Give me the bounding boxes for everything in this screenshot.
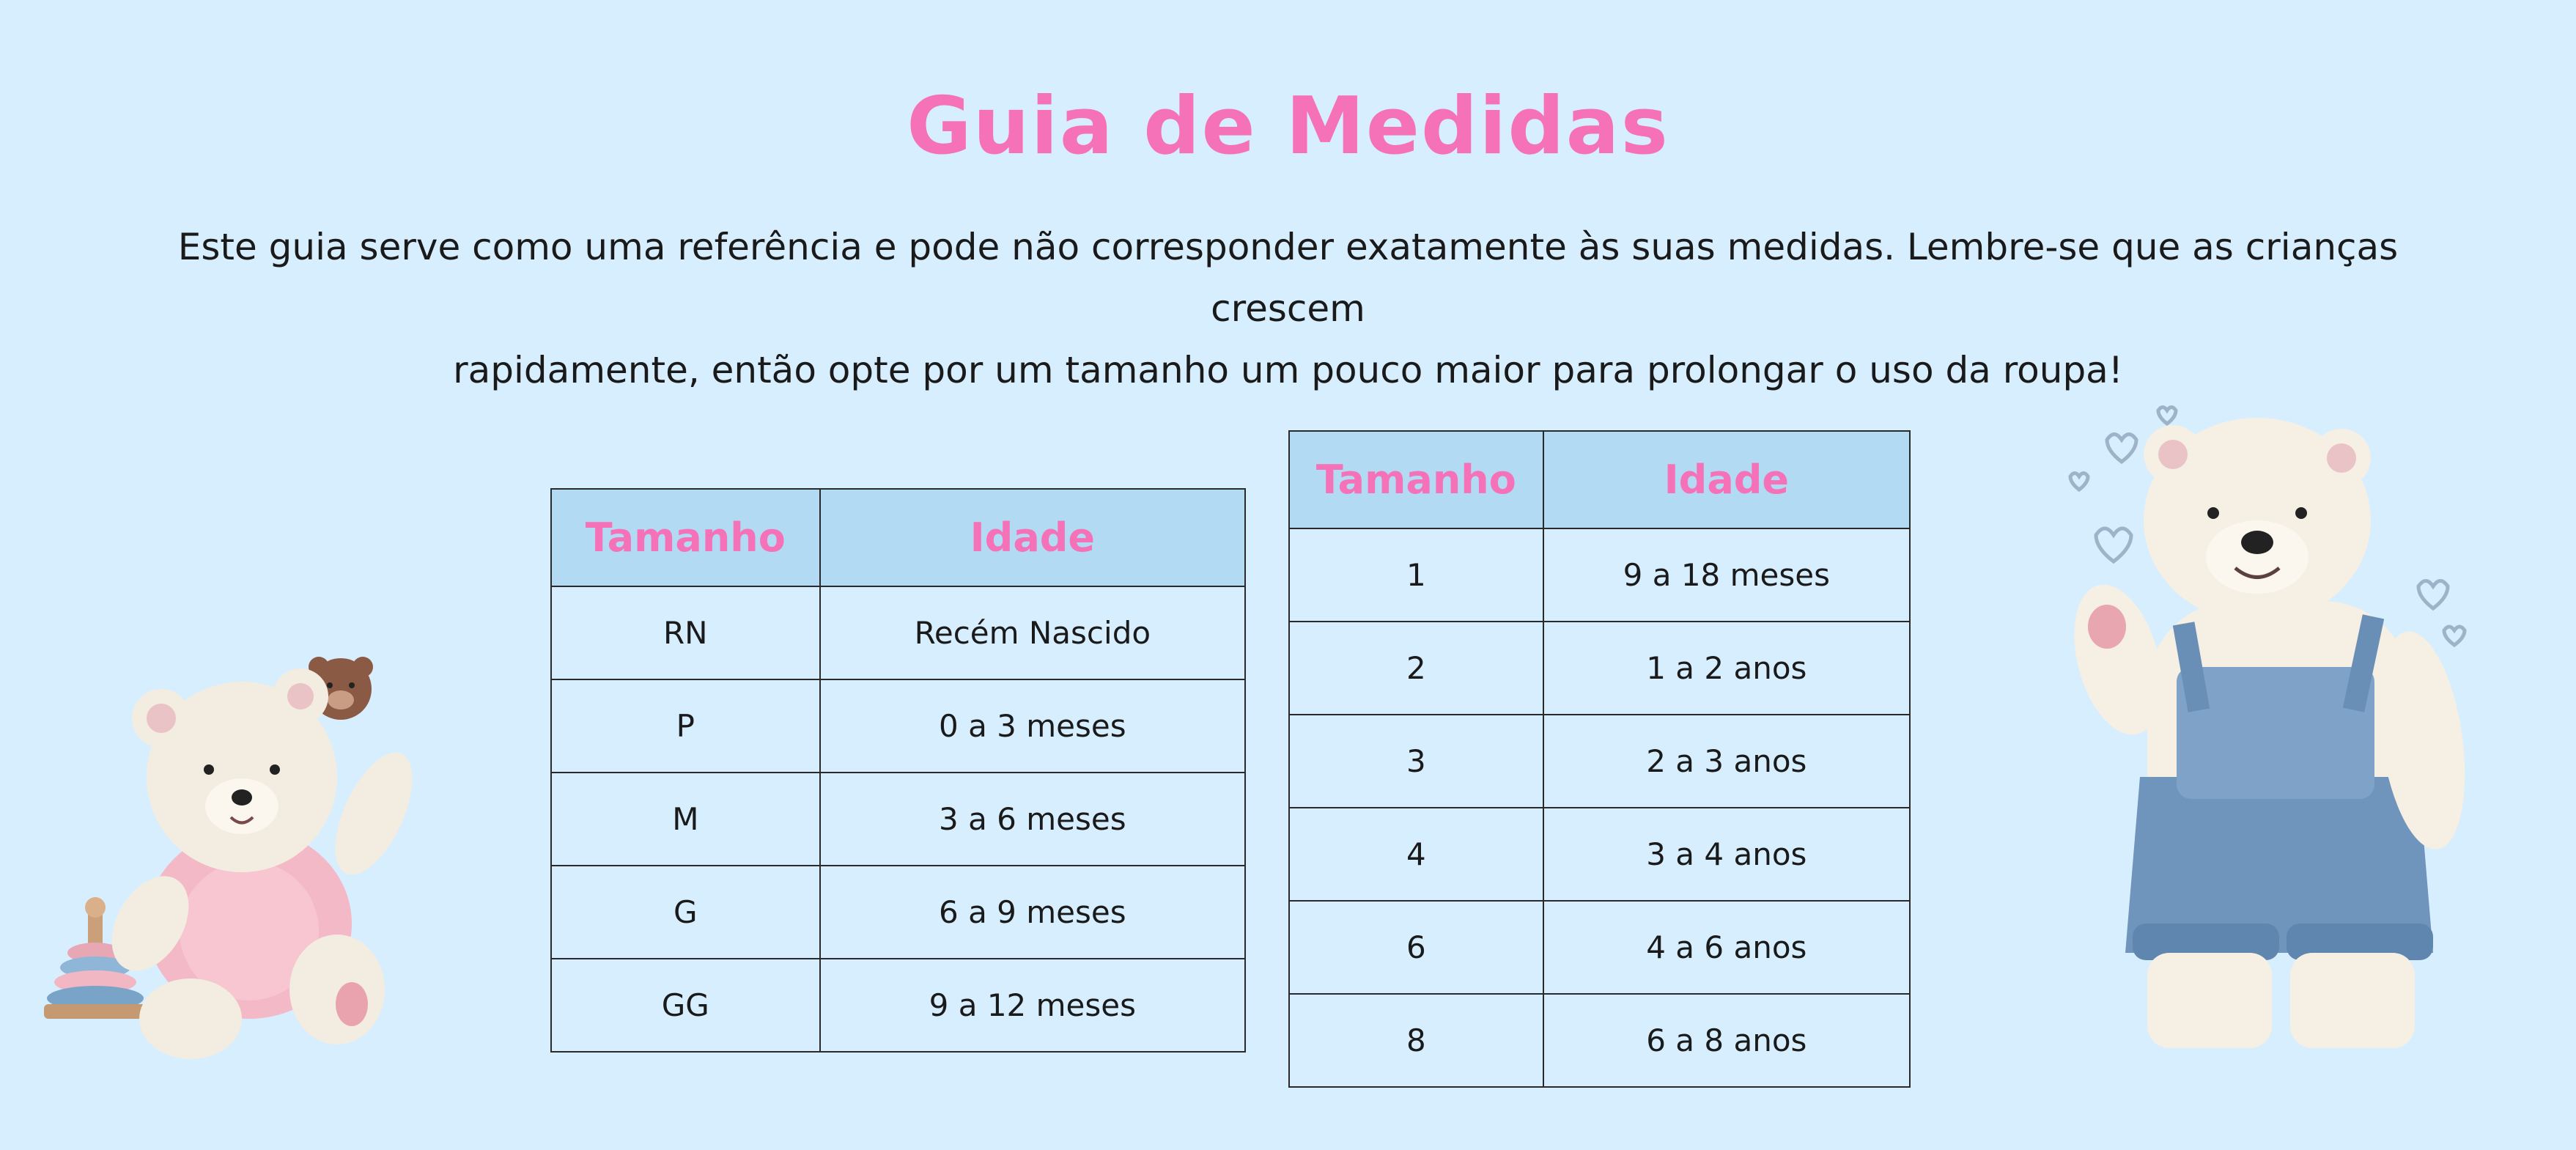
age-cell: 9 a 12 meses bbox=[820, 959, 1245, 1052]
age-cell: 0 a 3 meses bbox=[820, 679, 1245, 773]
age-cell: Recém Nascido bbox=[820, 586, 1245, 679]
page-title: Guia de Medidas bbox=[907, 81, 1669, 172]
column-header-size: Tamanho bbox=[551, 489, 820, 586]
size-table-kids bbox=[1288, 430, 1911, 1088]
size-cell: RN bbox=[551, 586, 820, 679]
table-row bbox=[551, 679, 1245, 773]
page-description bbox=[110, 216, 2466, 401]
size-cell: G bbox=[551, 866, 820, 959]
size-cell: 4 bbox=[1289, 808, 1543, 901]
age-cell: 2 a 3 anos bbox=[1543, 715, 1910, 808]
column-header-age: Idade bbox=[820, 489, 1245, 586]
table-row bbox=[1289, 528, 1910, 622]
size-cell: 3 bbox=[1289, 715, 1543, 808]
table-row bbox=[1289, 994, 1910, 1087]
size-cell: 1 bbox=[1289, 528, 1543, 622]
column-header-size: Tamanho bbox=[1289, 431, 1543, 528]
size-cell: 6 bbox=[1289, 901, 1543, 994]
size-cell: M bbox=[551, 773, 820, 866]
age-cell: 4 a 6 anos bbox=[1543, 901, 1910, 994]
table-row bbox=[1289, 901, 1910, 994]
table-row bbox=[551, 586, 1245, 679]
polar-bear-illustration bbox=[2037, 396, 2492, 1099]
table-row bbox=[551, 866, 1245, 959]
description-line-2: rapidamente, então opte por um tamanho um pouco maior para prolongar o uso da roupa! bbox=[453, 349, 2123, 391]
size-cell: 2 bbox=[1289, 622, 1543, 715]
age-cell: 9 a 18 meses bbox=[1543, 528, 1910, 622]
table-row bbox=[1289, 715, 1910, 808]
age-cell: 3 a 6 meses bbox=[820, 773, 1245, 866]
description-line-1: Este guia serve como uma referência e pode não corresponder exatamente às suas medidas. Lembre-se que as crianças crescem bbox=[177, 226, 2399, 330]
age-cell: 6 a 8 anos bbox=[1543, 994, 1910, 1087]
table-row bbox=[1289, 622, 1910, 715]
table-header-row bbox=[1289, 431, 1910, 528]
size-cell: P bbox=[551, 679, 820, 773]
size-cell: GG bbox=[551, 959, 820, 1052]
table-row bbox=[551, 773, 1245, 866]
age-cell: 1 a 2 anos bbox=[1543, 622, 1910, 715]
age-cell: 3 a 4 anos bbox=[1543, 808, 1910, 901]
age-cell: 6 a 9 meses bbox=[820, 866, 1245, 959]
table-row bbox=[1289, 808, 1910, 901]
size-cell: 8 bbox=[1289, 994, 1543, 1087]
column-header-age: Idade bbox=[1543, 431, 1910, 528]
size-table-baby bbox=[550, 488, 1246, 1053]
table-row bbox=[551, 959, 1245, 1052]
table-header-row bbox=[551, 489, 1245, 586]
teddy-bear-illustration bbox=[29, 608, 484, 1077]
